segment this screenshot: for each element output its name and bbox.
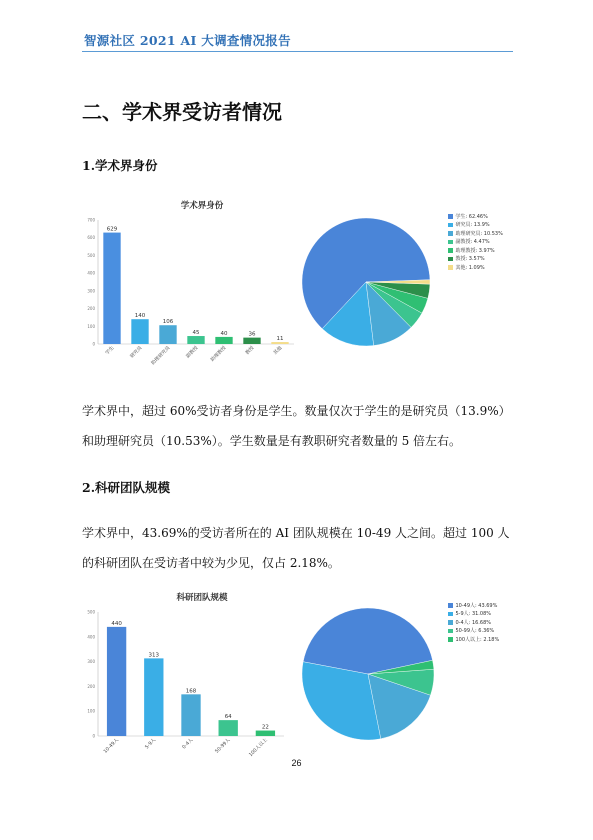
document-header: 智源社区 2021 AI 大调查情况报告 [84, 33, 291, 48]
legend-swatch [448, 637, 453, 642]
legend-item [448, 212, 503, 221]
bar-value-label: 40 [220, 330, 228, 337]
bar-value-label: 168 [185, 688, 197, 695]
legend-item [448, 238, 503, 247]
team-size-pie-chart [299, 590, 439, 748]
bar-4 [215, 337, 232, 344]
y-tick-label: 100 [87, 323, 95, 329]
x-tick-label: 10-49人 [103, 737, 121, 755]
legend-label: 50-99人: 6.36% [455, 628, 495, 635]
team-size-pie-legend [448, 601, 499, 644]
legend-swatch [448, 223, 453, 228]
x-tick-label: 50-99人 [214, 737, 232, 755]
bar-1 [131, 319, 148, 344]
bar-value-label: 440 [111, 620, 122, 627]
x-tick-label: 教授 [245, 345, 256, 357]
y-tick-label: 600 [87, 235, 95, 241]
paragraph-team-size: 学术界中，43.69%的受访者所在的 AI 团队规模在 10-49 人之间。超过 100 人的科研团队在受访者中较为少见，仅占 2.18%。 [82, 526, 510, 570]
legend-item [448, 255, 503, 264]
x-tick-label: 副教授 [185, 345, 200, 360]
y-tick-label: 0 [92, 341, 95, 347]
legend-item [448, 221, 503, 230]
bar-value-label: 11 [276, 336, 284, 343]
legend-swatch [448, 265, 453, 270]
team-size-bar-chart [84, 590, 299, 759]
bar-value-label: 45 [192, 330, 200, 337]
bar-2 [159, 325, 176, 344]
y-tick-label: 200 [87, 306, 95, 312]
legend-swatch [448, 620, 453, 625]
paragraph-identity: 学术界中，超过 60%受访者身份是学生。数量仅次于学生的是研究员（13.9%）和助理研究员（10.53%）。学生数量是有教职研究者数量的 5 倍左右。 [82, 404, 511, 448]
legend-item [448, 635, 499, 644]
bar-0 [103, 233, 120, 344]
legend-swatch [448, 629, 453, 634]
legend-item [448, 610, 499, 619]
legend-swatch [448, 612, 453, 617]
bar-value-label: 313 [148, 652, 160, 659]
bar-6 [271, 342, 288, 344]
pie-slice-0 [303, 608, 432, 674]
header-divider [82, 51, 513, 52]
legend-swatch [448, 240, 453, 245]
x-tick-label: 研究员 [129, 345, 144, 360]
x-tick-label: 学生 [105, 345, 116, 357]
legend-swatch [448, 214, 453, 219]
academic-identity-bar-chart [84, 198, 299, 367]
academic-identity-pie-chart [299, 198, 439, 356]
team-size-figure [84, 590, 446, 759]
legend-label: 副教授: 4.47% [455, 239, 490, 246]
bar-value-label: 106 [162, 319, 174, 326]
bar-chart-title: 科研团队规模 [176, 593, 228, 603]
academic-identity-pie-legend [448, 212, 503, 272]
section-title: 二、学术界受访者情况 [82, 100, 282, 124]
y-tick-label: 200 [87, 683, 95, 689]
x-tick-label: 100人以上 [248, 737, 269, 759]
y-tick-label: 700 [87, 217, 95, 223]
subsection-title-team-size: 2.科研团队规模 [82, 480, 171, 495]
legend-item [448, 627, 499, 636]
bar-value-label: 22 [261, 724, 269, 731]
legend-label: 助理教授: 3.97% [455, 247, 495, 254]
academic-identity-figure [84, 198, 446, 367]
legend-label: 助理研究员: 10.53% [455, 230, 503, 237]
legend-label: 研究员: 13.9% [455, 222, 490, 229]
y-tick-label: 0 [92, 733, 95, 739]
legend-label: 5-9人: 31.08% [455, 611, 492, 618]
bar-5 [243, 338, 260, 344]
bar-3 [187, 336, 204, 344]
legend-item [448, 601, 499, 610]
legend-item [448, 246, 503, 255]
x-tick-label: 其他 [273, 345, 284, 357]
legend-item [448, 263, 503, 272]
bar-1 [144, 658, 163, 736]
legend-label: 学生: 62.46% [455, 213, 488, 220]
legend-label: 0-4人: 16.68% [455, 619, 492, 626]
legend-item [448, 229, 503, 238]
y-tick-label: 500 [87, 609, 95, 615]
y-tick-label: 500 [87, 252, 95, 258]
page-number: 26 [291, 758, 302, 768]
bar-2 [181, 694, 200, 736]
legend-swatch [448, 603, 453, 608]
legend-label: 100人以上: 2.18% [455, 636, 500, 643]
y-tick-label: 300 [87, 659, 95, 665]
legend-item [448, 618, 499, 627]
y-tick-label: 300 [87, 288, 95, 294]
bar-value-label: 629 [106, 226, 118, 233]
y-tick-label: 400 [87, 634, 95, 640]
bar-chart-title: 学术界身份 [180, 201, 224, 211]
x-tick-label: 助理研究员 [150, 345, 172, 367]
x-tick-label: 助理教授 [210, 345, 228, 363]
bar-value-label: 140 [134, 313, 146, 320]
bar-0 [107, 627, 126, 736]
x-tick-label: 5-9人 [144, 737, 158, 751]
legend-swatch [448, 257, 453, 262]
legend-label: 教授: 3.57% [455, 256, 485, 263]
bar-value-label: 64 [224, 714, 232, 721]
y-tick-label: 100 [87, 708, 95, 714]
x-tick-label: 0-4人 [181, 737, 195, 751]
y-tick-label: 400 [87, 270, 95, 276]
bar-4 [256, 731, 275, 736]
legend-label: 其他: 1.09% [455, 264, 485, 271]
bar-3 [219, 720, 238, 736]
subsection-title-identity: 1.学术界身份 [82, 158, 158, 173]
legend-label: 10-49人: 43.69% [455, 602, 498, 609]
bar-value-label: 36 [248, 331, 256, 338]
legend-swatch [448, 248, 453, 253]
legend-swatch [448, 231, 453, 236]
